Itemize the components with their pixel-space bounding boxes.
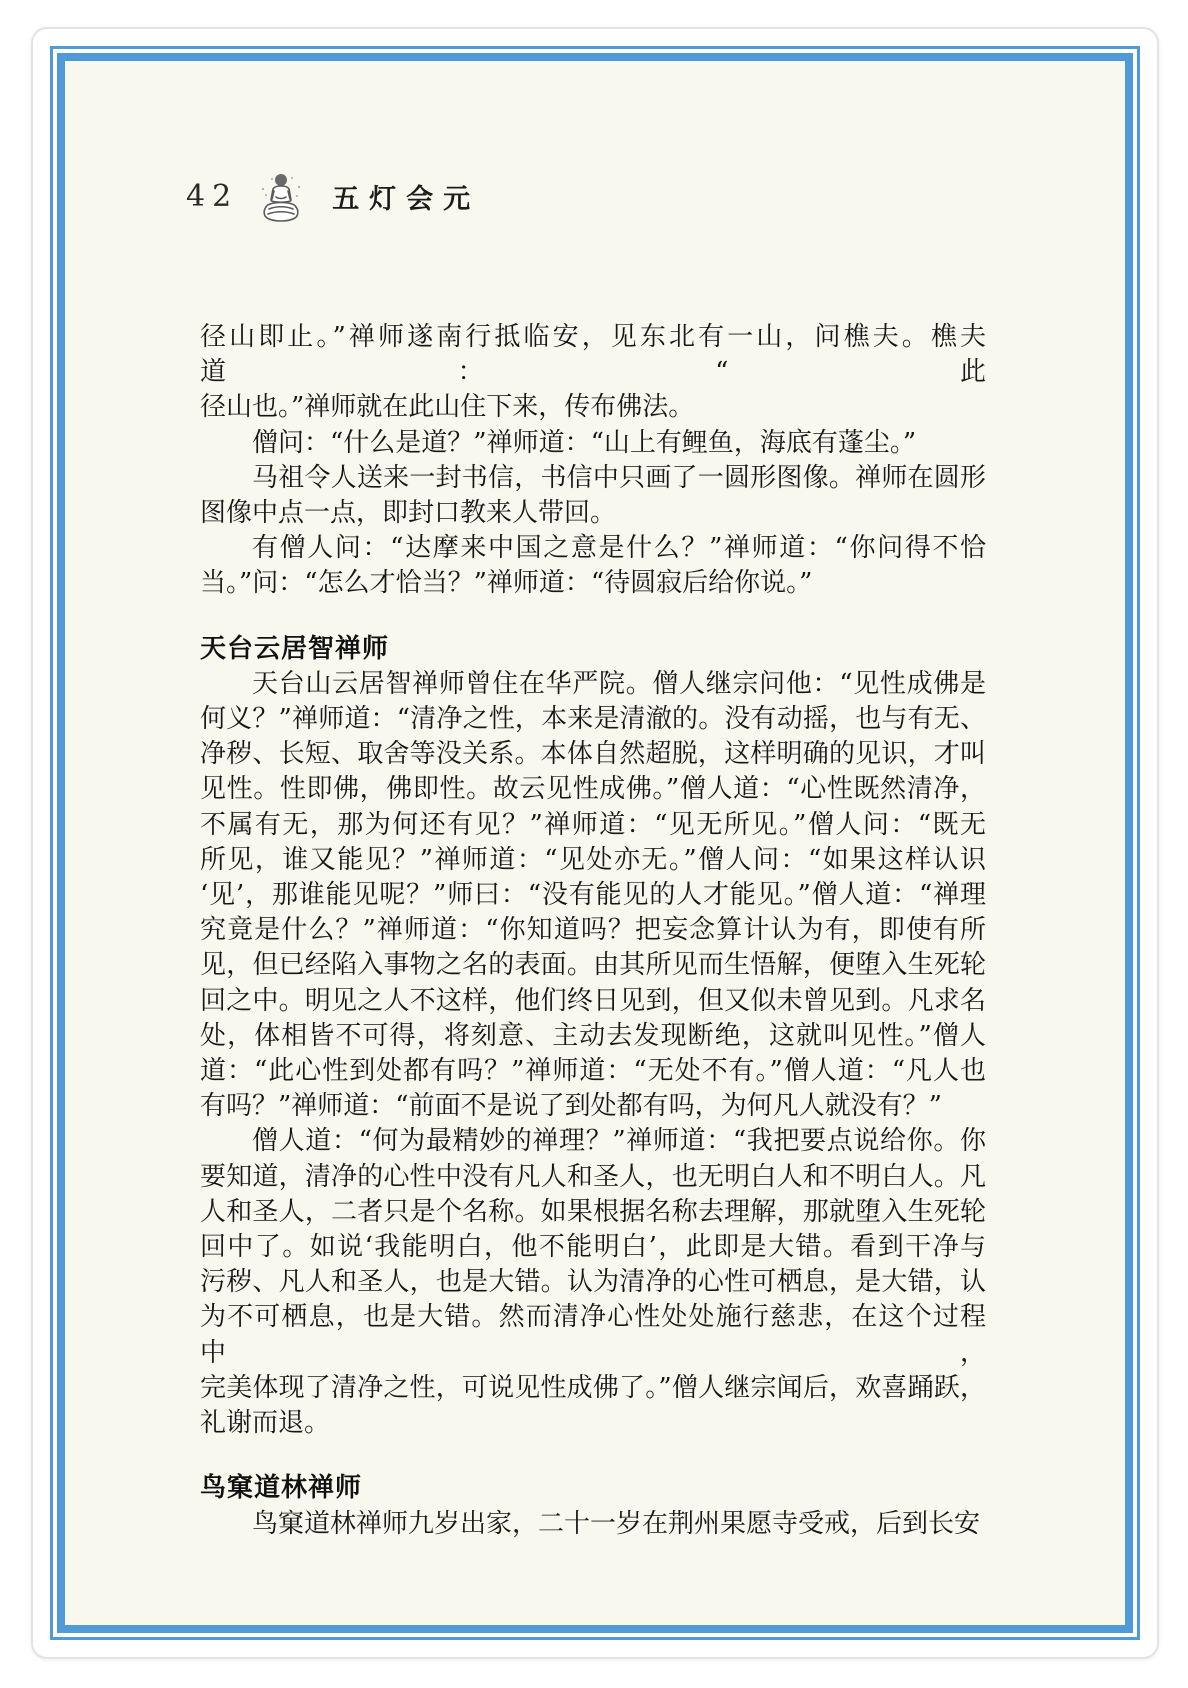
text-line: 当。”问：“怎么才恰当？”禅师道：“待圆寂后给你说。”: [200, 568, 813, 599]
text-line: 僧人道：“何为最精妙的禅理？”禅师道：“我把要点说给你。你: [252, 1126, 986, 1157]
section-heading: 鸟窠道林禅师: [200, 1473, 363, 1504]
text-line: 图像中点一点，即封口教来人带回。: [200, 498, 617, 529]
text-line: 处，体相皆不可得，将刻意、主动去发现断绝，这就叫见性。”僧人: [200, 1020, 986, 1051]
book-title: 五灯会元: [332, 183, 481, 215]
section-heading: 天台云居智禅师: [200, 633, 390, 664]
text-line: 见性。性即佛，佛即性。故云见性成佛。”僧人道：“心性既然清净，: [200, 774, 986, 805]
text-line: 有吗？”禅师道：“前面不是说了到处都有吗，为何凡人就没有？”: [200, 1091, 942, 1122]
text-line: 要知道，清净的心性中没有凡人和圣人，也无明白人和不明白人。凡: [200, 1161, 986, 1192]
text-line: 所见，谁又能见？”禅师道：“见处亦无。”僧人问：“如果这样认识: [200, 844, 986, 875]
text-line: 见，但已经陷入事物之名的表面。由其所见而生悟解，便堕入生死轮: [200, 950, 986, 981]
text-line: 回之中。明见之人不这样，他们终日见到，但又似未曾见到。凡求名: [200, 985, 986, 1016]
text-line: 马祖令人送来一封书信，书信中只画了一圆形图像。禅师在圆形: [252, 462, 986, 493]
page-header: [186, 165, 480, 227]
text-line: 有僧人问：“达摩来中国之意是什么？”禅师道：“你问得不恰: [252, 533, 986, 564]
text-line: 径山也。”禅师就在此山住下来，传布佛法。: [200, 392, 695, 423]
text-line: 究竟是什么？”禅师道：“你知道吗？把妄念算计认为有，即使有所: [200, 915, 986, 946]
text-line: 道：“此心性到处都有吗？”禅师道：“无处不有。”僧人道：“凡人也: [200, 1056, 986, 1087]
text-line: 人和圣人，二者只是个名称。如果根据名称去理解，那就堕入生死轮: [200, 1196, 986, 1227]
text-line: 完美体现了清净之性，可说见性成佛了。”僧人继宗闻后，欢喜踊跃，: [200, 1372, 986, 1403]
text-line: 回中了。如说‘我能明白，他不能明白’，此即是大错。看到干净与: [200, 1232, 986, 1263]
text-line: 径山即止。”禅师遂南行抵临安，见东北有一山，问樵夫。樵夫道：“此: [200, 322, 986, 388]
text-line: 不属有无，那为何还有见？”禅师道：“见无所见。”僧人问：“既无: [200, 809, 986, 840]
text-line: ‘见’，那谁能见呢？”师曰：“没有能见的人才能见。”僧人道：“禅理: [200, 880, 986, 911]
text-line: 礼谢而退。: [200, 1408, 331, 1439]
buddha-icon: [252, 167, 310, 225]
text-line: 何义？”禅师道：“清净之性，本来是清澈的。没有动摇，也与有无、: [200, 704, 986, 735]
text-line: 净秽、长短、取舍等没关系。本体自然超脱，这样明确的见识，才叫: [200, 739, 986, 770]
text-line: 鸟窠道林禅师九岁出家，二十一岁在荆州果愿寺受戒，后到长安: [252, 1508, 981, 1539]
text-line: 污秽、凡人和圣人，也是大错。认为清净的心性可栖息，是大错，认: [200, 1267, 986, 1298]
page-number: 42: [186, 178, 239, 214]
text-line: 僧问：“什么是道？”禅师道：“山上有鲤鱼，海底有蓬尘。”: [252, 427, 917, 458]
text-line: 天台山云居智禅师曾住在华严院。僧人继宗问他：“见性成佛是: [252, 668, 986, 699]
body-text: [200, 320, 986, 1542]
text-line: 为不可栖息，也是大错。然而清净心性处处施行慈悲，在这个过程中，: [200, 1302, 986, 1368]
